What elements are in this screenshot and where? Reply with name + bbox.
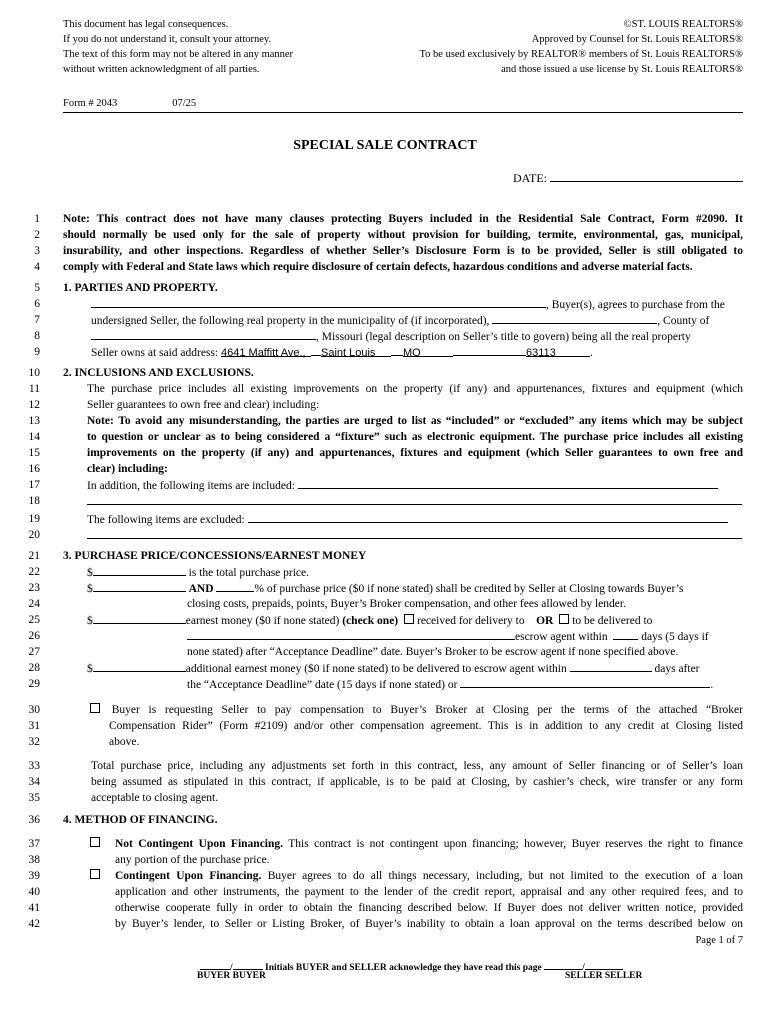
county-blank[interactable] [91,328,316,340]
seller-initials-label: SELLER SELLER [565,971,643,981]
line-number: 16 [28,463,40,475]
line-number: 3 [34,245,40,257]
included-items-blank-2[interactable] [87,493,742,505]
section-2-heading: 2. INCLUSIONS AND EXCLUSIONS. [63,367,254,379]
buyer-initials-label: BUYER BUYER [197,971,266,981]
escrow-days-blank[interactable] [613,628,638,640]
line-number: 4 [34,261,40,273]
header-rule [63,112,743,113]
address-field[interactable]: 4641 Maffitt Ave., [221,345,311,357]
line-number: 29 [28,678,40,690]
not-contingent-checkbox[interactable] [90,837,100,847]
line-number: 36 [28,814,40,826]
date-field[interactable]: DATE: [513,170,743,186]
line-number: 12 [28,399,40,411]
note-line: should normally be used only for the sale of property without provision for building, termite, environmental, gas, municipal, [63,229,743,241]
state-field[interactable]: MO [403,345,453,357]
form-number: Form # 2043 07/25 [63,98,197,109]
note-line: Note: This contract does not have many clauses protecting Buyers included in the Residential Sale Contract, Form #2090. It [63,213,743,225]
line-number: 27 [28,646,40,658]
line-number: 23 [28,582,40,594]
section-4-heading: 4. METHOD OF FINANCING. [63,814,218,826]
line-number: 21 [28,550,40,562]
line-number: 7 [34,314,40,326]
initials-line[interactable]: / Initials BUYER and SELLER acknowledge they have read this page / [200,958,623,973]
additional-earnest-blank[interactable] [93,660,186,672]
note-line: comply with Federal and State laws which require disclosure of certain defects, hazardous conditions and adverse material facts. [63,261,693,273]
earnest-money-blank[interactable] [93,612,186,624]
line-number: 19 [28,513,40,525]
section-3-heading: 3. PURCHASE PRICE/CONCESSIONS/EARNEST MONEY [63,550,367,562]
legal-notice: This document has legal consequences. If you do not understand it, consult your attorney. The text of this form may not be altered in any manner without written acknowledgment of all parties. [63,19,294,75]
date-blank[interactable] [550,170,743,182]
to-be-delivered-checkbox[interactable] [559,614,569,624]
line-number: 24 [28,598,40,610]
included-items-blank[interactable] [298,477,718,489]
line-number: 35 [28,792,40,804]
line-number: 10 [28,367,40,379]
concession-amount-blank[interactable] [93,580,186,592]
buyer-name-blank[interactable] [91,296,546,308]
municipality-blank[interactable] [492,312,657,324]
line-number: 9 [34,346,40,358]
line-number: 30 [28,704,40,716]
line-number: 14 [28,431,40,443]
line-number: 18 [28,495,40,507]
page-title: SPECIAL SALE CONTRACT [293,138,477,153]
line-number: 6 [34,298,40,310]
line-number: 13 [28,415,40,427]
city-field[interactable]: Saint Louis [321,345,391,357]
line-number: 41 [28,902,40,914]
escrow-agent-blank[interactable] [187,628,515,640]
line-number: 37 [28,838,40,850]
additional-days-blank[interactable] [570,660,652,672]
contingent-checkbox[interactable] [90,869,100,879]
zip-field[interactable]: 63113 [526,345,590,357]
line-number: 32 [28,736,40,748]
broker-compensation-checkbox[interactable] [90,703,100,713]
line-number: 39 [28,870,40,882]
form-date: 07/25 [172,98,197,109]
line-number: 15 [28,447,40,459]
deadline-other-blank[interactable] [460,676,710,688]
purchase-price-blank[interactable] [93,564,186,576]
excluded-items-blank[interactable] [248,511,728,523]
line-number: 20 [28,529,40,541]
page-number: Page 1 of 7 [695,935,743,946]
line-number: 26 [28,630,40,642]
line-number: 11 [28,383,40,395]
received-checkbox[interactable] [404,614,414,624]
note-line: insurability, and other inspections. Regardless of whether Seller’s Disclosure Form is to be provided, Seller is still obligated to [63,245,743,257]
line-number: 33 [28,760,40,772]
line-number: 8 [34,330,40,342]
line-number: 2 [34,229,40,241]
line-number: 31 [28,720,40,732]
line-number: 42 [28,918,40,930]
line-number: 5 [34,282,40,294]
line-number: 38 [28,854,40,866]
line-number: 40 [28,886,40,898]
section-1-heading: 1. PARTIES AND PROPERTY. [63,282,218,294]
excluded-items-blank-2[interactable] [87,527,742,539]
line-number: 22 [28,566,40,578]
line-number: 1 [34,213,40,225]
line-number: 25 [28,614,40,626]
line-number: 17 [28,479,40,491]
line-number: 34 [28,776,40,788]
concession-percent-blank[interactable] [216,580,254,592]
copyright-notice: ©ST. LOUIS REALTORS® Approved by Counsel for St. Louis REALTORS® To be used exclusively by REALTOR® members of St. Louis REALTORS® and those issued a use license by St. Louis REALTORS® [419,19,743,75]
line-number: 28 [28,662,40,674]
